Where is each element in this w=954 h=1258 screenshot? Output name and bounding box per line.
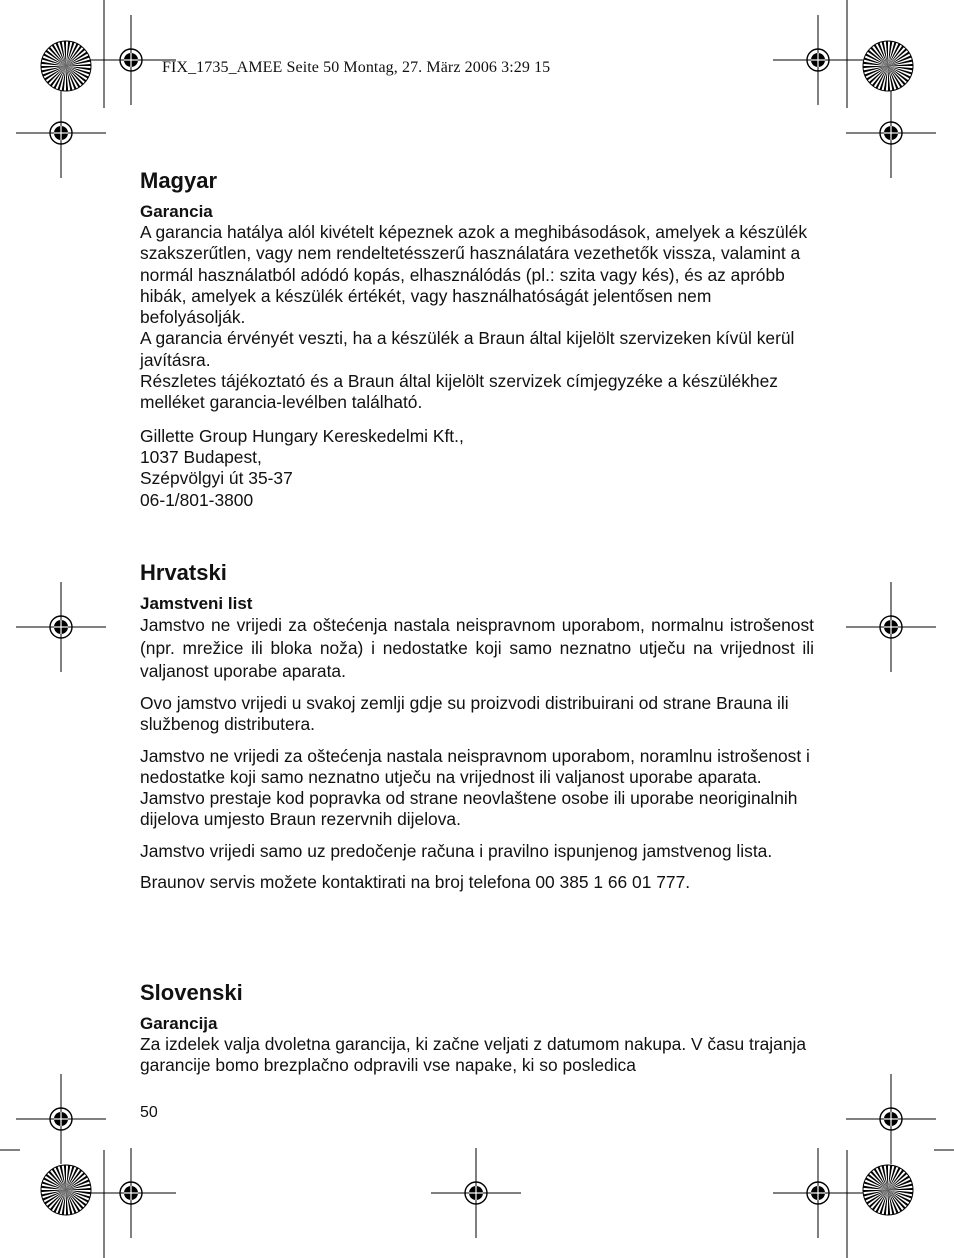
- registration-mark: [846, 88, 936, 178]
- section-title: Slovenski: [140, 980, 243, 1005]
- address-line: Gillette Group Hungary Kereskedelmi Kft.,: [140, 425, 464, 446]
- paragraph: Jamstvo ne vrijedi za oštećenja nastala neispravnom uporabom, noramlnu istrošenost i nedostatke koji samo neznatno utječu na vrijednost ili valjanost uporabe aparata. Jamstvo prestaje kod popravka od strane neovlaštene osobe ili uporabe neoriginalnih dijelova umjesto Braun rezervnih dijelova.: [140, 745, 810, 830]
- slug-line: FIX_1735_AMEE Seite 50 Montag, 27. März 2006 3:29 15: [162, 59, 551, 76]
- registration-mark: [431, 1148, 521, 1238]
- paragraph: A garancia hatálya alól kivételt képeznek azok a meghibásodások, amelyek a készülék szakszerűtlen, vagy nem rendeltetésszerű használatára vezethetők vissza, valamint a normál használatból adódó kopás, elhasználódás (pl.: szita vagy kés), és az apróbb hibák, amelyek a készülék értékét, vagy használhatóságát jelentősen nem befolyásolják.: [140, 222, 808, 328]
- paragraph: Jamstvo ne vrijedi za oštećenja nastala neispravnom uporabom, normalnu istrošenost (npr. mrežice ili bloka noža) i nedostatke koji samo neznatno utječu na vrijednost ili valjanost uporabe aparata.: [140, 615, 814, 681]
- star-target: [41, 41, 91, 91]
- section-subtitle: Garancija: [140, 1014, 218, 1033]
- paragraph: A garancia érvényét veszti, ha a készülék a Braun által kijelölt szervizeken kívül kerül javításra.: [140, 328, 795, 370]
- registration-mark: [16, 582, 106, 672]
- section-magyar: [140, 168, 814, 511]
- registration-mark: [16, 88, 106, 178]
- registration-mark: [846, 1074, 936, 1164]
- section-title: Hrvatski: [140, 560, 227, 585]
- registration-mark: [773, 15, 863, 105]
- paragraph: Jamstvo vrijedi samo uz predočenje računa i pravilno ispunjenog jamstvenog lista.: [140, 840, 773, 861]
- paragraph: Ovo jamstvo vrijedi u svakoj zemlji gdje su proizvodi distribuirani od strane Brauna ili službenog distributera.: [140, 693, 789, 735]
- paragraph: Braunov servis možete kontaktirati na broj telefona 00 385 1 66 01 777.: [140, 872, 691, 893]
- paragraph: Részletes tájékoztató és a Braun által kijelölt szervizek címjegyzéke a készülékhez melléket garancia-levélben található.: [140, 371, 778, 413]
- section-subtitle: Garancia: [140, 202, 213, 221]
- star-target: [863, 41, 913, 91]
- address-line: 1037 Budapest,: [140, 446, 262, 467]
- section-title: Magyar: [140, 168, 218, 193]
- address-block: [140, 426, 814, 511]
- address-line: Szépvölgyi út 35-37: [140, 468, 293, 489]
- section-slovenski: [140, 980, 814, 1077]
- section-subtitle: Jamstveni list: [140, 594, 253, 613]
- star-target: [41, 1165, 91, 1215]
- page-number: 50: [140, 1104, 158, 1121]
- registration-mark: [773, 1148, 863, 1238]
- registration-mark: [86, 1148, 176, 1238]
- registration-mark: [846, 582, 936, 672]
- star-target: [863, 1165, 913, 1215]
- registration-mark: [16, 1074, 106, 1164]
- address-line: 06-1/801-3800: [140, 489, 254, 510]
- paragraph: Za izdelek valja dvoletna garancija, ki začne veljati z datumom nakupa. V času trajanja garancije bomo brezplačno odpravili vse napake, ki so posledica: [140, 1034, 807, 1076]
- section-hrvatski: [140, 560, 814, 893]
